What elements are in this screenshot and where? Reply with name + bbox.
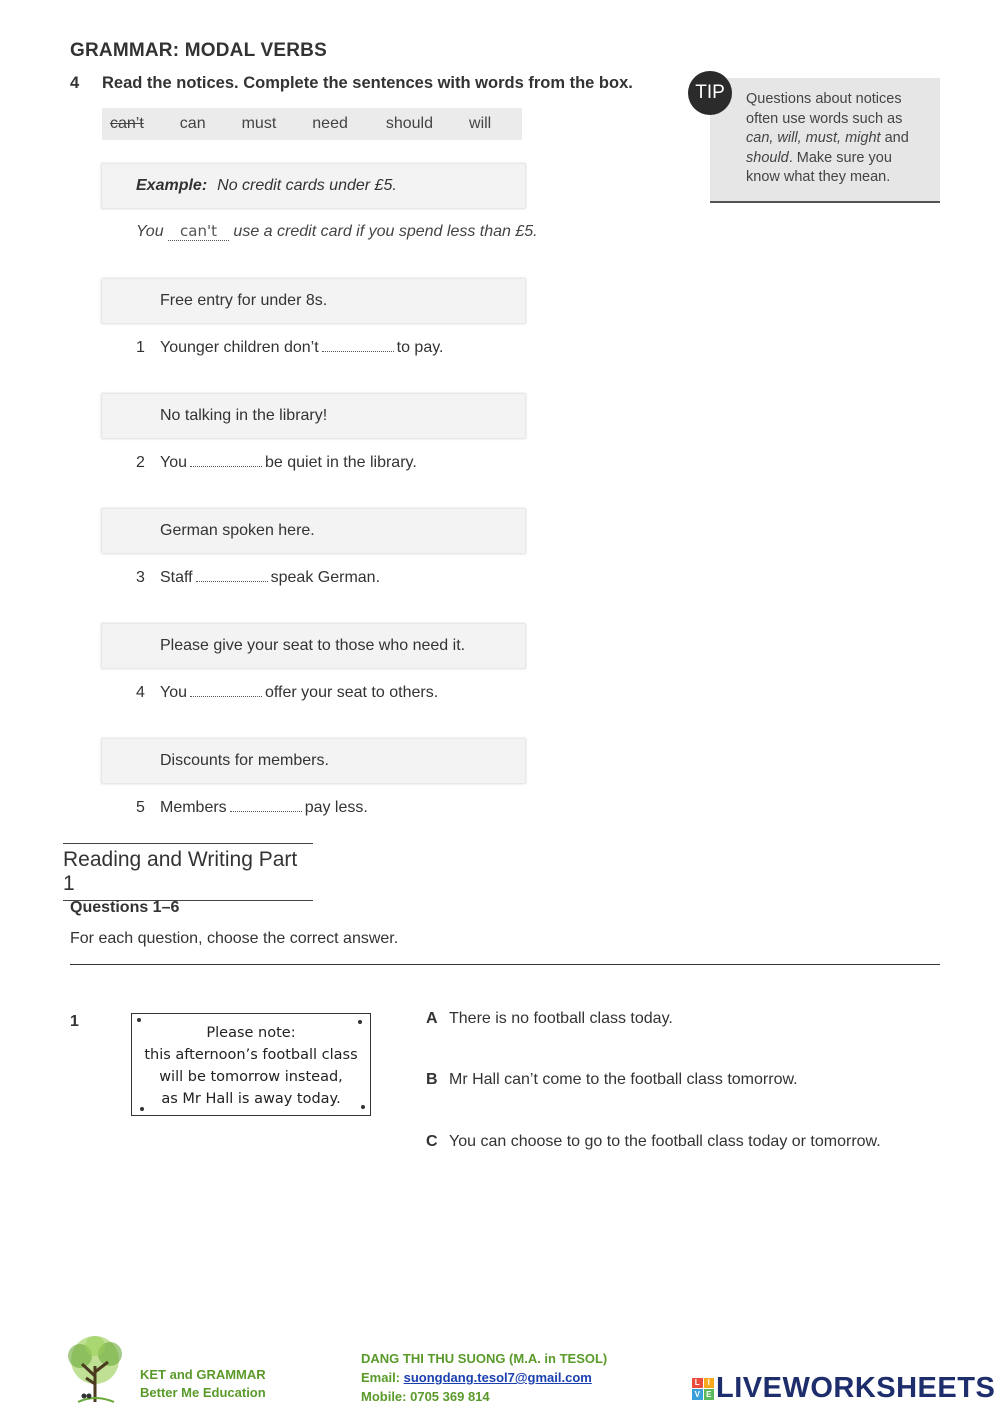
liveworksheets-wordmark: LIVEWORKSHEETS [716,1372,996,1404]
tip-badge: TIP [688,71,732,115]
example-label: Example: [136,177,208,194]
section-title: GRAMMAR: MODAL VERBS [70,40,327,61]
pin-icon [140,1107,144,1111]
email-label: Email: [361,1370,404,1385]
tip-modals-italic: can, will, must, might [746,130,881,146]
brand-line-1: KET and GRAMMAR [140,1367,266,1382]
sentence-1-after: to pay. [396,339,444,356]
notice-5-text: Discounts for members. [160,752,329,769]
answer-blank-1[interactable] [322,339,394,352]
notice-5 [102,739,525,783]
sentence-3-after: speak German. [270,569,381,586]
sentence-1 [136,339,443,357]
sentence-5-after: pay less. [304,799,368,816]
author-name: DANG THI THU SUONG (M.A. in TESOL) [361,1351,608,1366]
sentence-5 [136,799,368,817]
example-sentence [136,222,538,241]
sentence-2-number: 2 [136,454,145,471]
tip-line-5: know what they mean. [746,169,891,185]
exercise-instruction [70,74,633,93]
author-email [361,1370,592,1385]
answer-blank-2[interactable] [190,454,262,467]
lw-icon-v: V [692,1389,703,1400]
sentence-2-after: be quiet in the library. [265,454,417,471]
option-a-text: There is no football class today. [449,1010,673,1027]
liveworksheets-icon [692,1378,714,1400]
sentence-4 [136,684,438,702]
example-notice-text: No credit cards under £5. [217,177,397,194]
email-link[interactable]: suongdang.tesol7@gmail.com [403,1370,592,1385]
option-a-letter: A [426,1010,438,1027]
answer-blank-4[interactable] [190,684,262,697]
example-after: use a credit card if you spend less than £5. [228,223,538,240]
notice-4-text: Please give your seat to those who need it. [160,637,466,654]
word-can: can [179,115,206,132]
word-should: should [385,115,434,132]
sentence-3 [136,569,380,587]
notice-3-text: German spoken here. [160,522,315,539]
notice-1 [102,279,525,323]
sentence-5-number: 5 [136,799,145,816]
pin-icon [361,1105,365,1109]
sentence-4-number: 4 [136,684,145,701]
sentence-3-before: Staff [160,569,193,586]
notice-2 [102,394,525,438]
sentence-1-number: 1 [136,339,145,356]
tip-line-2: often use words such as [746,110,903,127]
word-will: will [469,115,492,132]
liveworksheets-logo[interactable] [692,1372,995,1405]
option-c-text: You can choose to go to the football class today or tomorrow. [449,1133,881,1150]
tip-should-italic: should [746,149,789,166]
answer-blank-5[interactable] [230,799,302,812]
option-b-text: Mr Hall can’t come to the football class tomorrow. [449,1071,798,1088]
option-b[interactable] [426,1071,798,1089]
example-notice [102,164,525,208]
questions-label: Questions 1–6 [70,899,180,916]
reading-heading: Reading and Writing Part 1 [63,843,313,901]
tree-logo-icon [58,1332,132,1406]
sentence-2-before: You [160,454,187,471]
sentence-5-before: Members [160,799,227,816]
notice-3 [102,509,525,553]
lw-icon-i: I [704,1378,715,1389]
notice-4 [102,624,525,668]
notice-2-text: No talking in the library! [160,407,328,424]
question-number: 1 [70,1013,79,1030]
sentence-2 [136,454,417,472]
notice-1-text: Free entry for under 8s. [160,292,328,309]
word-must: must [241,115,277,132]
option-c-letter: C [426,1133,438,1150]
questions-instruction: For each question, choose the correct answer. [70,930,399,947]
tip-line-4 [746,149,936,169]
sign-line-3: will be tomorrow instead, [159,1069,343,1085]
divider-line [70,964,940,965]
option-a[interactable] [426,1010,673,1028]
answer-blank-3[interactable] [196,569,268,582]
word-need: need [312,115,348,132]
pin-icon [358,1020,362,1024]
sentence-4-before: You [160,684,187,701]
sign-line-2: this afternoon’s football class [144,1047,358,1063]
lw-icon-l: L [692,1378,703,1389]
sign-line-1: Please note: [206,1025,296,1041]
tip-line-3-plain: and [880,130,909,146]
author-mobile: Mobile: 0705 369 814 [361,1389,490,1404]
word-box [102,108,522,140]
pin-icon [137,1018,141,1022]
option-b-letter: B [426,1071,438,1088]
sentence-1-before: Younger children don’t [160,339,319,356]
brand-line-2: Better Me Education [140,1385,266,1400]
tip-text [746,90,936,188]
notice-sign [131,1013,371,1116]
tip-line-4-plain: . Make sure you [788,149,892,166]
word-cant: can’t [110,115,144,132]
lw-icon-e: E [704,1389,715,1400]
tip-line-1: Questions about notices [746,91,902,107]
exercise-number: 4 [70,74,80,92]
sentence-3-number: 3 [136,569,145,586]
option-c[interactable] [426,1133,881,1151]
tip-line-3 [746,129,936,149]
sign-line-4: as Mr Hall is away today. [161,1091,341,1107]
sentence-4-after: offer your seat to others. [265,684,439,701]
instruction-text: Read the notices. Complete the sentences with words from the box. [102,74,633,92]
example-answer: can't [168,222,229,241]
example-before: You [136,223,169,240]
